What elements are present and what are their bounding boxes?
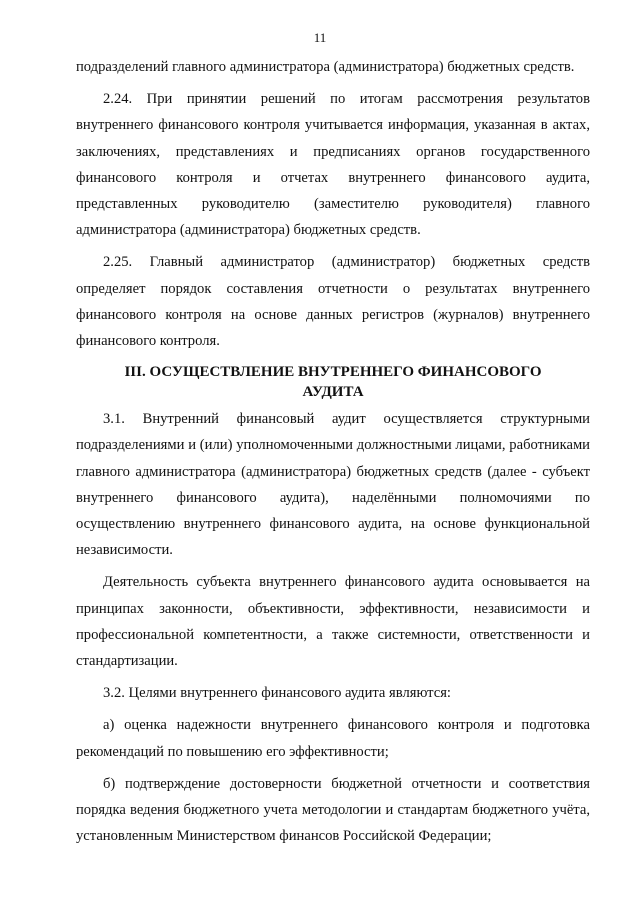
paragraph-3-2: 3.2. Целями внутреннего финансового аудита являются: [103,685,451,702]
paragraph-item-b: б) подтверждение достоверности бюджетной отчетности и соответствия порядка ведения бюджетного учета методологии и стандартам бюджетного учёта, установленным Министерством финансов Российской Федерации; [76,775,590,845]
paragraph-principles: Деятельность субъекта внутреннего финансового аудита основывается на принципах законности, объективности, эффективности, независимости и профессиональной компетентности, а также системности, ответственности и стандартизации. [76,574,590,670]
paragraph-3-1: 3.1. Внутренний финансовый аудит осуществляется структурными подразделениями и (или) уполномоченными должностными лицами, работниками главного администратора (администратора) бюджетных средств (далее - субъект внутреннего финансового аудита), наделёнными полномочиями по осуществлению внутреннего финансового аудита, на основе функциональной независимости. [76,411,590,559]
paragraph-2-25: 2.25. Главный администратор (администратор) бюджетных средств определяет порядок составления отчетности о результатах внутреннего финансового контроля на основе данных регистров (журналов) внутреннего финансового контроля. [76,254,590,350]
document-body [76,54,590,849]
paragraph-continuation: подразделений главного администратора (администратора) бюджетных средств. [76,59,575,75]
page-number: 11 [313,30,327,45]
section-heading: III. ОСУЩЕСТВЛЕНИЕ ВНУТРЕННЕГО ФИНАНСОВОГО АУДИТА [124,364,542,401]
paragraph-2-24: 2.24. При принятии решений по итогам рассмотрения результатов внутреннего финансового контроля учитывается информация, указанная в актах, заключениях, представлениях и предписаниях органов государственного финансового контроля и отчетах внутреннего финансового аудита, представленных руководителю (заместителю руководителя) главного администратора (администратора) бюджетных средств. [76,91,590,239]
paragraph-item-a: а) оценка надежности внутреннего финансового контроля и подготовка рекомендаций по повышению его эффективности; [76,717,590,760]
